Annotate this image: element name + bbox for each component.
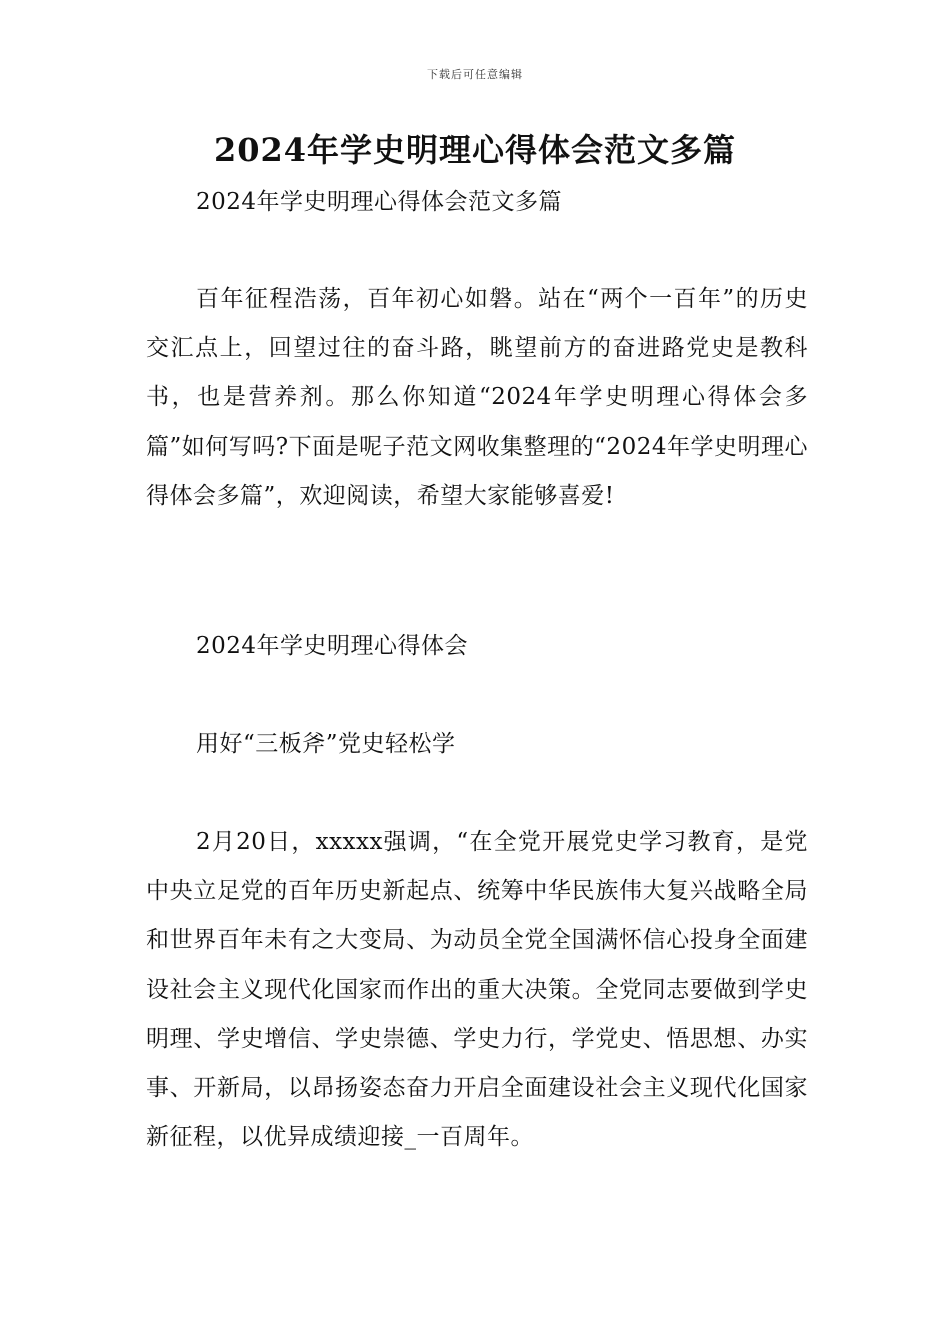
intro-paragraph: 百年征程浩荡，百年初心如磐。站在“两个一百年”的历史交汇点上，回望过往的奋斗路，眺望前方的奋进路党史是教科书，也是营养剂。那么你知道“2024年学史明理心得体会多篇”如何写吗?下面是呢子范文网收集整理的“2024年学史明理心得体会多篇”，欢迎阅读，希望大家能够喜爱! [146,286,808,509]
main-paragraph: 2月20日，xxxxx强调，“在全党开展党史学习教育，是党中央立足党的百年历史新起点、统筹中华民族伟大复兴战略全局和世界百年未有之大变局、为动员全党全国满怀信心投身全面建设社会主义现代化国家而作出的重大决策。全党同志要做到学史明理、学史增信、学史崇德、学史力行，学党史、悟思想、办实事、开新局，以昂扬姿态奋力开启全面建设社会主义现代化国家新征程，以优异成绩迎接_一百周年。 [146,829,808,1151]
document-subtitle: 2024年学史明理心得体会范文多篇 [196,189,563,215]
section-heading: 2024年学史明理心得体会 [196,633,469,659]
download-note: 下载后可任意编辑 [427,68,523,81]
article-heading: 用好“三板斧”党史轻松学 [196,731,456,757]
document-title: 2024年学史明理心得体会范文多篇 [213,131,737,169]
